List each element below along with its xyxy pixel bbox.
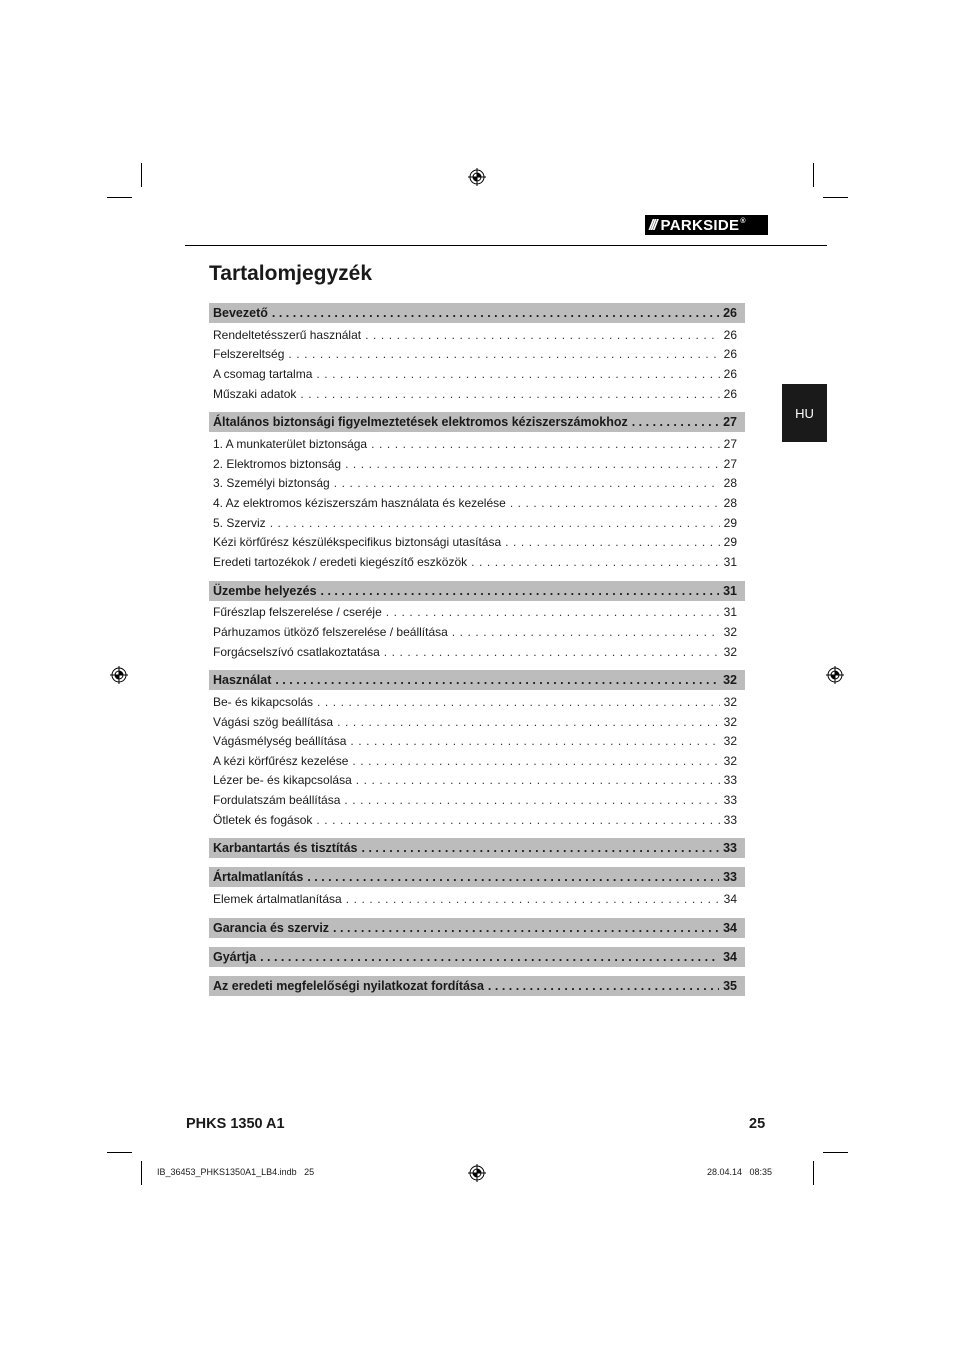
toc-item-label: Fűrészlap felszerelése / cseréje xyxy=(213,605,382,620)
toc-section xyxy=(209,670,745,829)
toc-leader-dots xyxy=(510,496,720,510)
toc-item[interactable] xyxy=(209,771,745,791)
page-number: 25 xyxy=(749,1116,766,1132)
toc-item[interactable] xyxy=(209,751,745,771)
toc-item-label: Felszereltség xyxy=(213,347,285,362)
toc-item-label: Párhuzamos ütköző felszerelése / beállítása xyxy=(213,624,448,639)
print-slug-date: 28.04.14 08:35 xyxy=(707,1167,773,1177)
toc-item-page: 32 xyxy=(723,644,737,659)
toc-section-heading[interactable] xyxy=(209,947,745,967)
crop-mark xyxy=(823,1152,848,1153)
toc-section-label: Bevezető xyxy=(213,306,268,320)
toc-leader-dots xyxy=(471,555,720,569)
toc-item-label: Műszaki adatok xyxy=(213,386,297,401)
toc-item-label: Kézi körfűrész készülékspecifikus biztonsági utasítása xyxy=(213,535,502,550)
toc-section-label: Karbantartás és tisztítás xyxy=(213,841,358,856)
toc-item[interactable] xyxy=(209,384,745,404)
header-rule xyxy=(185,245,827,246)
parkside-logo xyxy=(645,215,768,235)
language-tab: HU xyxy=(782,384,827,442)
toc-item[interactable] xyxy=(209,622,745,642)
toc-leader-dots xyxy=(334,476,720,490)
crop-mark xyxy=(107,197,132,198)
toc-section xyxy=(209,867,745,909)
page-title: Tartalomjegyzék xyxy=(209,262,373,285)
toc-item-label: 3. Személyi biztonság xyxy=(213,476,330,491)
toc-section-page: 34 xyxy=(723,921,737,936)
toc-item-label: Vágásmélység beállítása xyxy=(213,734,347,749)
toc-item-label: 4. Az elektromos kéziszerszám használata és kezelése xyxy=(213,495,506,510)
toc-item-page: 32 xyxy=(723,714,737,729)
toc-item-label: Be- és kikapcsolás xyxy=(213,695,314,710)
toc-item[interactable] xyxy=(209,692,745,712)
toc-item[interactable] xyxy=(209,790,745,810)
toc-leader-dots xyxy=(316,813,719,827)
toc-item-page: 33 xyxy=(723,773,737,788)
toc-item[interactable] xyxy=(209,434,745,454)
toc-item[interactable] xyxy=(209,889,745,909)
toc-section xyxy=(209,838,745,858)
toc-section-heading[interactable] xyxy=(209,838,745,858)
toc-section-page: 27 xyxy=(723,415,737,430)
toc-item-label: Rendeltetésszerű használat xyxy=(213,327,362,342)
print-slug-file: IB_36453_PHKS1350A1_LB4.indb 25 xyxy=(157,1167,315,1177)
toc-item[interactable] xyxy=(209,552,745,572)
toc-item-list xyxy=(209,432,745,571)
toc-item-page: 33 xyxy=(723,812,737,827)
toc-item-label: Vágási szög beállítása xyxy=(213,714,334,729)
toc-leader-dots xyxy=(321,584,720,598)
toc-section-page: 32 xyxy=(723,673,737,688)
toc-item-label: 2. Elektromos biztonság xyxy=(213,456,342,471)
toc-leader-dots xyxy=(272,306,719,320)
toc-item-page: 28 xyxy=(723,476,737,491)
toc-section xyxy=(209,947,745,967)
toc-item-page: 32 xyxy=(723,753,737,768)
toc-item-page: 33 xyxy=(723,793,737,808)
toc-section-heading[interactable] xyxy=(209,918,745,938)
table-of-contents xyxy=(209,303,745,1005)
registration-mark-icon xyxy=(468,1164,486,1182)
crop-mark xyxy=(823,197,848,198)
toc-item-label: Elemek ártalmatlanítása xyxy=(213,892,342,907)
toc-item-list xyxy=(209,323,745,403)
toc-section-label: Az eredeti megfelelőségi nyilatkozat fordítása xyxy=(213,979,484,994)
toc-section-heading[interactable] xyxy=(209,976,745,996)
toc-section-page: 33 xyxy=(723,870,737,885)
toc-item-page: 26 xyxy=(723,366,737,381)
toc-leader-dots xyxy=(386,605,720,619)
crop-mark xyxy=(813,163,814,187)
toc-leader-dots xyxy=(260,950,719,964)
toc-item[interactable] xyxy=(209,642,745,662)
toc-item-page: 26 xyxy=(723,347,737,362)
toc-item-label: Eredeti tartozékok / eredeti kiegészítő eszközök xyxy=(213,554,468,569)
toc-section-heading[interactable] xyxy=(209,867,745,887)
toc-leader-dots xyxy=(384,645,720,659)
toc-item-page: 29 xyxy=(723,535,737,550)
logo-registered: ® xyxy=(740,217,746,225)
crop-mark xyxy=(141,1161,142,1185)
toc-leader-dots xyxy=(345,457,720,471)
toc-item[interactable] xyxy=(209,325,745,345)
toc-section-page: 26 xyxy=(723,306,737,320)
toc-item[interactable] xyxy=(209,712,745,732)
toc-item[interactable] xyxy=(209,513,745,533)
toc-item-label: Forgácselszívó csatlakoztatása xyxy=(213,644,380,659)
toc-leader-dots xyxy=(352,754,719,768)
toc-leader-dots xyxy=(307,870,719,884)
registration-mark-icon xyxy=(826,666,844,684)
registration-mark-icon xyxy=(468,168,486,186)
toc-item[interactable] xyxy=(209,532,745,552)
toc-item-label: 5. Szerviz xyxy=(213,515,266,530)
registration-mark-icon xyxy=(110,666,128,684)
toc-leader-dots xyxy=(337,715,720,729)
toc-leader-dots xyxy=(288,347,719,361)
toc-section xyxy=(209,918,745,938)
toc-item-label: Ötletek és fogások xyxy=(213,812,313,827)
toc-leader-dots xyxy=(270,516,720,530)
toc-leader-dots xyxy=(371,437,720,451)
toc-item-page: 27 xyxy=(723,456,737,471)
toc-section-heading[interactable] xyxy=(209,670,745,690)
toc-item-page: 29 xyxy=(723,515,737,530)
crop-mark xyxy=(107,1152,132,1153)
toc-section-page: 31 xyxy=(723,583,737,598)
toc-item-page: 26 xyxy=(723,386,737,401)
toc-item-page: 26 xyxy=(723,327,737,342)
toc-section-label: Gyártja xyxy=(213,950,257,965)
toc-leader-dots xyxy=(300,387,719,401)
toc-leader-dots xyxy=(452,625,720,639)
toc-section xyxy=(209,581,745,662)
toc-item-label: A csomag tartalma xyxy=(213,366,313,381)
toc-item-list xyxy=(209,601,745,662)
crop-mark xyxy=(813,1161,814,1185)
toc-item-label: Lézer be- és kikapcsolása xyxy=(213,773,352,788)
toc-item[interactable] xyxy=(209,364,745,384)
toc-section-page: 34 xyxy=(723,950,737,965)
toc-section-label: Általános biztonsági figyelmeztetések elektromos kéziszerszámokhoz xyxy=(213,415,628,430)
toc-leader-dots xyxy=(344,793,719,807)
toc-leader-dots xyxy=(350,734,719,748)
toc-leader-dots xyxy=(356,773,720,787)
toc-section-label: Használat xyxy=(213,673,272,688)
toc-leader-dots xyxy=(317,695,720,709)
crop-mark xyxy=(141,163,142,187)
toc-section-heading[interactable] xyxy=(209,303,745,323)
toc-leader-dots xyxy=(488,979,719,993)
toc-item[interactable] xyxy=(209,345,745,365)
toc-leader-dots xyxy=(333,921,719,935)
toc-item-list xyxy=(209,690,745,829)
toc-section xyxy=(209,976,745,996)
toc-leader-dots xyxy=(362,841,720,855)
toc-item[interactable] xyxy=(209,603,745,623)
toc-item-page: 27 xyxy=(723,437,737,452)
toc-item-page: 32 xyxy=(723,734,737,749)
toc-section-heading[interactable] xyxy=(209,412,745,432)
toc-item[interactable] xyxy=(209,474,745,494)
toc-item-page: 31 xyxy=(723,554,737,569)
toc-item[interactable] xyxy=(209,810,745,830)
toc-item[interactable] xyxy=(209,454,745,474)
toc-item-label: A kézi körfűrész kezelése xyxy=(213,753,349,768)
toc-item-page: 34 xyxy=(723,892,737,907)
logo-name: PARKSIDE xyxy=(660,216,740,234)
toc-item-page: 31 xyxy=(723,605,737,620)
model-number: PHKS 1350 A1 xyxy=(186,1116,285,1132)
toc-item[interactable] xyxy=(209,493,745,513)
toc-section-page: 35 xyxy=(723,979,737,994)
toc-section-page: 33 xyxy=(723,841,737,856)
toc-leader-dots xyxy=(505,535,720,549)
toc-section-heading[interactable] xyxy=(209,581,745,601)
toc-leader-dots xyxy=(632,415,719,429)
toc-item-page: 32 xyxy=(723,695,737,710)
toc-section-label: Üzembe helyezés xyxy=(213,583,317,598)
toc-leader-dots xyxy=(275,673,719,687)
toc-leader-dots xyxy=(316,367,719,381)
toc-section xyxy=(209,303,745,403)
toc-item-page: 32 xyxy=(723,624,737,639)
toc-item-list xyxy=(209,887,745,909)
toc-section-label: Ártalmatlanítás xyxy=(213,870,304,885)
toc-item-label: 1. A munkaterület biztonsága xyxy=(213,437,368,452)
toc-item-page: 28 xyxy=(723,495,737,510)
toc-item-label: Fordulatszám beállítása xyxy=(213,793,341,808)
toc-leader-dots xyxy=(365,328,720,342)
toc-leader-dots xyxy=(346,892,720,906)
logo-stripes: /// xyxy=(649,216,656,234)
toc-item[interactable] xyxy=(209,732,745,752)
toc-section xyxy=(209,412,745,571)
toc-section-label: Garancia és szerviz xyxy=(213,921,330,936)
